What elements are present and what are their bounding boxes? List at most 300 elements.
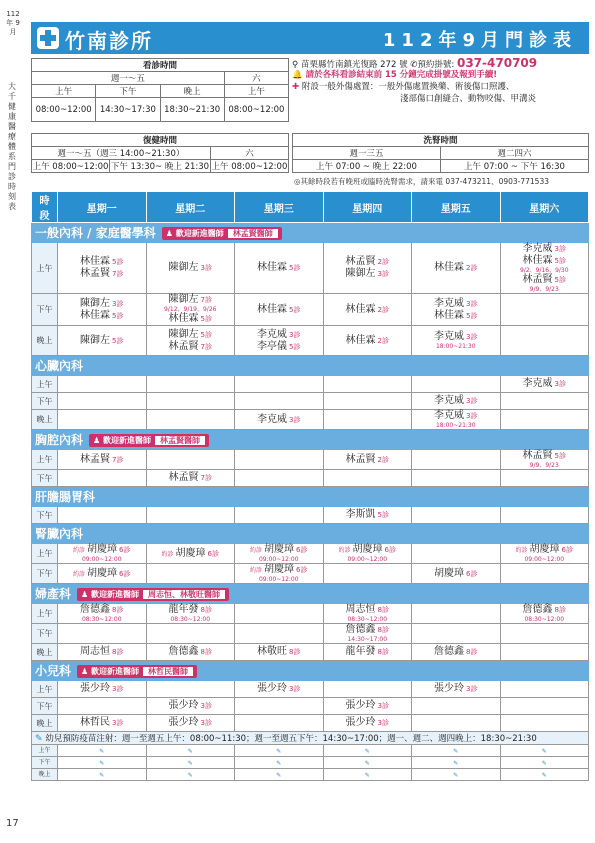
- entry-note: 9/9、9/23: [529, 462, 559, 469]
- schedule-cell: [323, 644, 412, 661]
- doctor-name: 胡慶璋: [175, 547, 206, 559]
- schedule-cell: [412, 450, 501, 470]
- vaccine-cell: [323, 745, 412, 757]
- schedule-cell: [323, 624, 412, 644]
- dialysis-title: 洗腎時間: [293, 134, 589, 147]
- registration-warning: 請於各科看診結束前 15 分鐘完成掛號及報到手續!: [305, 70, 498, 80]
- doctor-name: 張少玲: [168, 700, 199, 711]
- page-number: 17: [6, 818, 19, 829]
- vaccine-cell: [146, 769, 235, 781]
- doctor-entry: [504, 544, 586, 563]
- doctor-entry: [150, 341, 232, 353]
- doctor-entry: [415, 262, 497, 274]
- vaccine-cell: [235, 757, 324, 769]
- syringe-icon: ✎: [187, 772, 193, 779]
- schedule-cell: [323, 294, 412, 326]
- syringe-icon: ✎: [99, 772, 105, 779]
- clinic-hours-title: 看診時間: [32, 59, 289, 72]
- footnote: ◎其餘時段若有晚班或臨時洗腎需求，請來電 037-473211、0903-771533: [294, 177, 550, 186]
- doctor-entry: [327, 509, 409, 521]
- doctor-name: 陳御左: [168, 262, 199, 273]
- syringe-icon: ✎: [276, 772, 282, 779]
- department-label: 小兒科: [35, 664, 72, 678]
- schedule-cell: [500, 644, 589, 661]
- vaccine-info: [32, 732, 589, 745]
- doctor-name: 胡慶璋: [87, 567, 118, 579]
- time-slot-label: 上午: [32, 604, 58, 624]
- schedule-row: [32, 410, 589, 430]
- time-slot-label: 上午: [32, 450, 58, 470]
- schedule-cell: [235, 544, 324, 564]
- schedule-cell: [235, 376, 324, 393]
- syringe-icon: ✎: [276, 748, 282, 755]
- doctor-entry: [61, 310, 143, 322]
- doctor-name: 龍年發: [168, 604, 199, 615]
- room-number: 7診: [200, 342, 212, 351]
- doctor-entry: [415, 331, 497, 350]
- appointment-tag: 約診: [73, 547, 86, 554]
- vaccine-cell: [323, 769, 412, 781]
- plus-icon: ✚: [292, 82, 300, 92]
- doctor-entry: [327, 604, 409, 623]
- doctor-name: 林佳霖: [434, 262, 465, 273]
- schedule-cell: [58, 376, 147, 393]
- room-number: 5診: [554, 276, 566, 284]
- doctor-entry: [415, 683, 497, 695]
- doctor-entry: [415, 410, 497, 429]
- doctor-name: 林佳霖: [80, 309, 111, 321]
- saturday-label: 六: [224, 72, 288, 85]
- schedule-cell: [58, 564, 147, 584]
- doctor-entry: [150, 472, 232, 484]
- doctor-name: 陳御左: [80, 334, 111, 346]
- schedule-cell: [146, 243, 235, 294]
- doctor-icon: ♟: [93, 436, 103, 445]
- schedule-cell: [412, 681, 501, 698]
- doctor-name: 胡慶璋: [352, 544, 383, 555]
- schedule-cell: [146, 624, 235, 644]
- schedule-cell: [323, 450, 412, 470]
- time-slot-label: 晚上: [32, 410, 58, 430]
- doctor-entry: [415, 298, 497, 310]
- doctor-name: 張少玲: [434, 683, 465, 694]
- doctor-name: 林佳霖: [345, 303, 376, 315]
- room-number: 5診: [289, 305, 301, 314]
- schedule-cell: [323, 410, 412, 430]
- department-name: [32, 430, 589, 450]
- schedule-cell: [58, 715, 147, 732]
- schedule-cell: [235, 715, 324, 732]
- slot-label: 上午: [224, 85, 288, 98]
- department-label: 肝膽腸胃科: [35, 490, 96, 504]
- dialysis-time: 上午 07:00 ~ 下午 16:30: [441, 160, 589, 173]
- hospital-name: 竹南診所: [65, 29, 153, 53]
- phone-icon: ✆: [410, 60, 418, 70]
- schedule-cell: [412, 604, 501, 624]
- syringe-icon: ✎: [364, 748, 370, 755]
- doctor-name: 張少玲: [257, 683, 288, 694]
- grid-header-cell: 時段: [32, 192, 58, 223]
- schedule-cell: [58, 393, 147, 410]
- welcome-badge: [89, 434, 209, 447]
- department-name: [32, 356, 589, 376]
- room-number: 3診: [466, 397, 478, 405]
- syringe-icon: ✎: [364, 760, 370, 767]
- doctor-entry: [150, 548, 232, 560]
- room-number: 8診: [377, 606, 389, 614]
- doctor-icon: ♟: [81, 667, 91, 676]
- syringe-icon: ✎: [99, 748, 105, 755]
- schedule-row: [32, 294, 589, 326]
- entry-note: 9/9、9/23: [529, 286, 559, 293]
- vaccine-cell: [58, 745, 147, 757]
- schedule-row: [32, 604, 589, 624]
- schedule-cell: [412, 393, 501, 410]
- doctor-name: 李克威: [257, 413, 288, 425]
- schedule-cell: [235, 507, 324, 524]
- schedule-cell: [323, 564, 412, 584]
- schedule-cell: [235, 410, 324, 430]
- schedule-cell: [323, 376, 412, 393]
- room-number: 2診: [466, 264, 478, 272]
- doctor-name: 李克威: [434, 331, 465, 342]
- doctor-entry: [61, 604, 143, 623]
- schedule-cell: [500, 715, 589, 732]
- doctor-name: 林孟賢: [168, 340, 199, 352]
- room-number: 3診: [200, 264, 212, 272]
- header-banner: [31, 22, 589, 54]
- doctor-name: 林孟賢: [345, 453, 376, 465]
- room-number: 6診: [296, 546, 308, 554]
- phone-number[interactable]: 037-470709: [456, 56, 538, 70]
- doctor-entry: [327, 624, 409, 643]
- time-slot-label: 上午: [32, 243, 58, 294]
- rehab-weekday: 週一～五（週三 14:00~21:30）: [32, 147, 211, 160]
- schedule-cell: [412, 326, 501, 356]
- doctor-entry: [61, 683, 143, 695]
- doctor-name: 林佳霖: [168, 313, 199, 324]
- doctor-entry: [415, 395, 497, 407]
- doctor-name: 胡慶璋: [434, 567, 465, 579]
- entry-note: 08:30~12:00: [347, 616, 388, 623]
- year-label: 112 年 9 月: [6, 10, 20, 36]
- doctor-name: 李斯凱: [345, 509, 376, 520]
- room-number: 3診: [112, 299, 124, 308]
- schedule-cell: [58, 507, 147, 524]
- doctor-name: 詹德鑫: [345, 624, 376, 635]
- room-number: 3診: [289, 685, 301, 693]
- schedule-cell: [500, 393, 589, 410]
- time-slot-label: 下午: [32, 757, 58, 769]
- doctor-entry: [504, 255, 586, 274]
- doctor-entry: [327, 700, 409, 712]
- room-number: 2診: [377, 258, 389, 266]
- schedule-row: [32, 564, 589, 584]
- doctor-entry: [61, 646, 143, 658]
- schedule-cell: [500, 604, 589, 624]
- vaccine-text: 幼兒預防疫苗注射：週一至週五上午：08:00~11:30；週一至週五下午：14:30~17:00；週一、週二、週四晚上：18:30~21:30: [45, 734, 537, 744]
- doctor-name: 林孟賢: [522, 450, 553, 461]
- schedule-cell: [323, 507, 412, 524]
- department-name: [32, 223, 589, 243]
- entry-note: 18:00~21:30: [435, 422, 476, 429]
- time-slot-label: 下午: [32, 564, 58, 584]
- department-row: [32, 524, 589, 544]
- room-number: 8診: [377, 648, 389, 656]
- time-slot-label: 上午: [32, 544, 58, 564]
- schedule-row: [32, 326, 589, 356]
- room-number: 5診: [112, 311, 124, 320]
- time-slot-label: 晚上: [32, 715, 58, 732]
- room-number: 8診: [200, 606, 212, 614]
- doctor-name: 胡慶璋: [264, 544, 295, 555]
- entry-note: 09:00~12:00: [524, 556, 565, 563]
- rehab-time: 上午 08:00~12:00: [210, 160, 288, 173]
- time-value: 08:00~12:00: [224, 98, 288, 122]
- welcome-text: 歡迎新進醫師: [102, 436, 151, 445]
- vaccine-cell: [235, 745, 324, 757]
- vaccine-slot-row: [32, 745, 589, 757]
- dialysis-hours-table: [292, 133, 589, 173]
- dialysis-col1: 週一三五: [293, 147, 441, 160]
- schedule-cell: [412, 243, 501, 294]
- department-row: [32, 356, 589, 376]
- rehab-time: 上午 08:00~12:00: [32, 160, 110, 173]
- doctor-name: 胡慶璋: [87, 544, 118, 555]
- vaccine-cell: [58, 769, 147, 781]
- doctor-entry: [504, 243, 586, 255]
- doctor-name: 周志恒: [345, 604, 376, 615]
- time-slot-label: 下午: [32, 470, 58, 487]
- entry-note: 9/2、9/16、9/30: [519, 267, 569, 274]
- schedule-cell: [235, 450, 324, 470]
- welcome-badge: [77, 588, 229, 601]
- slot-label: 下午: [96, 85, 160, 98]
- new-doctor-name: 林孟賢醫師: [155, 436, 205, 445]
- room-number: 8診: [466, 648, 478, 656]
- room-number: 8診: [289, 648, 301, 656]
- vaccine-cell: [500, 757, 589, 769]
- doctor-entry: [61, 568, 143, 580]
- doctor-entry: [61, 717, 143, 729]
- room-number: 5診: [200, 330, 212, 339]
- schedule-cell: [323, 681, 412, 698]
- syringe-icon: ✎: [364, 772, 370, 779]
- syringe-icon: ✎: [35, 734, 46, 744]
- schedule-cell: [235, 470, 324, 487]
- doctor-name: 張少玲: [345, 700, 376, 711]
- room-number: 6診: [119, 569, 131, 578]
- time-slot-label: 上午: [32, 681, 58, 698]
- schedule-cell: [500, 376, 589, 393]
- schedule-cell: [58, 698, 147, 715]
- schedule-cell: [146, 410, 235, 430]
- doctor-entry: [238, 564, 320, 583]
- vaccine-row: [32, 732, 589, 745]
- doctor-entry: [238, 683, 320, 695]
- schedule-cell: [323, 544, 412, 564]
- welcome-badge: [162, 227, 282, 240]
- doctor-name: 林佳霖: [522, 255, 553, 266]
- schedule-cell: [58, 294, 147, 326]
- schedule-cell: [323, 604, 412, 624]
- schedule-cell: [146, 507, 235, 524]
- room-number: 3診: [377, 270, 389, 278]
- doctor-entry: [238, 304, 320, 316]
- room-number: 6診: [466, 569, 478, 578]
- time-slot-label: 晚上: [32, 644, 58, 661]
- room-number: 3診: [466, 412, 478, 420]
- slot-label: 上午: [32, 85, 96, 98]
- doctor-entry: [327, 268, 409, 280]
- doctor-name: 陳御左: [168, 328, 199, 340]
- doctor-name: 詹德鑫: [434, 646, 465, 657]
- appointment-tag: 約診: [73, 570, 86, 578]
- schedule-cell: [500, 564, 589, 584]
- entry-note: 09:00~12:00: [258, 556, 299, 563]
- doctor-name: 林佳霖: [257, 262, 288, 273]
- time-slot-label: 晚上: [32, 769, 58, 781]
- schedule-cell: [146, 644, 235, 661]
- room-number: 7診: [112, 270, 124, 278]
- schedule-cell: [235, 393, 324, 410]
- room-number: 6診: [384, 546, 396, 554]
- doctor-entry: [150, 604, 232, 623]
- clinic-hours-table: [31, 58, 289, 122]
- department-row: [32, 584, 589, 604]
- doctor-entry: [504, 450, 586, 469]
- syringe-icon: ✎: [541, 760, 547, 767]
- department-name: [32, 661, 589, 681]
- vaccine-cell: [146, 757, 235, 769]
- syringe-icon: ✎: [453, 772, 459, 779]
- appointment-tag: 約診: [515, 547, 528, 554]
- grid-header-cell: 星期四: [323, 192, 412, 223]
- schedule-row: [32, 376, 589, 393]
- slot-label: 晚上: [160, 85, 224, 98]
- time-slot-label: 下午: [32, 393, 58, 410]
- schedule-cell: [146, 376, 235, 393]
- doctor-entry: [415, 310, 497, 322]
- room-number: 5診: [554, 257, 566, 265]
- entry-note: 14:30~17:00: [347, 636, 388, 643]
- department-label: 婦產科: [35, 587, 72, 601]
- entry-note: 08:30~12:00: [81, 616, 122, 623]
- doctor-entry: [150, 262, 232, 274]
- room-number: 7診: [200, 296, 212, 304]
- syringe-icon: ✎: [187, 748, 193, 755]
- vaccine-slot-row: [32, 769, 589, 781]
- department-label: 腎臟內科: [35, 527, 84, 541]
- room-number: 3診: [200, 702, 212, 710]
- doctor-icon: ♟: [165, 229, 176, 238]
- room-number: 6診: [207, 549, 219, 558]
- doctor-name: 林孟賢: [345, 256, 376, 267]
- room-number: 5診: [289, 342, 301, 351]
- dialysis-time: 上午 07:00 ~ 晚上 22:00: [293, 160, 441, 173]
- doctor-entry: [238, 262, 320, 274]
- time-slot-label: 下午: [32, 698, 58, 715]
- schedule-cell: [146, 294, 235, 326]
- extra-service-1: 附設一般外傷處置：一般外傷處置換藥、術後傷口照護、: [301, 82, 515, 92]
- schedule-cell: [235, 681, 324, 698]
- bell-icon: 🔔: [292, 70, 303, 80]
- doctor-entry: [61, 298, 143, 310]
- doctor-name: 林哲民: [80, 717, 111, 728]
- schedule-cell: [500, 243, 589, 294]
- doctor-entry: [238, 414, 320, 426]
- doctor-name: 李亭儀: [257, 340, 288, 352]
- schedule-cell: [58, 470, 147, 487]
- extra-service-2: 淺部傷口創縫合、動物咬傷、甲溝炎: [400, 94, 537, 104]
- schedule-cell: [146, 326, 235, 356]
- new-doctor-name: 林哲民醫師: [143, 667, 193, 676]
- room-number: 3診: [466, 333, 478, 341]
- room-number: 5診: [112, 336, 124, 345]
- schedule-cell: [323, 326, 412, 356]
- schedule-cell: [58, 624, 147, 644]
- schedule-cell: [58, 450, 147, 470]
- schedule-cell: [235, 644, 324, 661]
- doctor-name: 林孟賢: [80, 453, 111, 465]
- room-number: 3診: [554, 380, 566, 388]
- doctor-name: 李克威: [434, 395, 465, 406]
- doctor-entry: [327, 335, 409, 347]
- schedule-row: [32, 393, 589, 410]
- room-number: 3診: [466, 299, 478, 308]
- schedule-cell: [323, 243, 412, 294]
- doctor-name: 林佳霖: [257, 303, 288, 315]
- vaccine-cell: [500, 769, 589, 781]
- room-number: 3診: [289, 330, 301, 339]
- doctor-name: 李克威: [434, 410, 465, 421]
- room-number: 3診: [289, 415, 301, 424]
- schedule-row: [32, 544, 589, 564]
- schedule-cell: [235, 604, 324, 624]
- entry-note: 09:00~12:00: [81, 556, 122, 563]
- doctor-entry: [150, 313, 232, 325]
- doctor-entry: [327, 544, 409, 563]
- department-name: [32, 584, 589, 604]
- room-number: 2診: [377, 336, 389, 345]
- welcome-text: 歡迎新進醫師: [90, 590, 139, 599]
- doctor-name: 詹德鑫: [80, 604, 111, 615]
- doctor-name: 龍年發: [345, 646, 376, 657]
- schedule-cell: [58, 410, 147, 430]
- schedule-cell: [412, 470, 501, 487]
- room-number: 5診: [554, 452, 566, 460]
- schedule-cell: [500, 470, 589, 487]
- department-row: [32, 661, 589, 681]
- room-number: 7診: [112, 455, 124, 464]
- room-number: 3診: [377, 719, 389, 727]
- vaccine-cell: [500, 745, 589, 757]
- doctor-entry: [327, 454, 409, 466]
- doctor-name: 周志恒: [80, 646, 111, 657]
- doctor-entry: [327, 256, 409, 268]
- room-number: 5診: [466, 311, 478, 320]
- schedule-row: [32, 698, 589, 715]
- room-number: 3診: [200, 719, 212, 727]
- doctor-entry: [150, 329, 232, 341]
- doctor-name: 林佳霖: [80, 256, 111, 267]
- schedule-cell: [235, 564, 324, 584]
- schedule-cell: [500, 410, 589, 430]
- doctor-name: 林孟賢: [522, 274, 553, 285]
- schedule-cell: [146, 564, 235, 584]
- doctor-entry: [504, 378, 586, 390]
- schedule-cell: [58, 243, 147, 294]
